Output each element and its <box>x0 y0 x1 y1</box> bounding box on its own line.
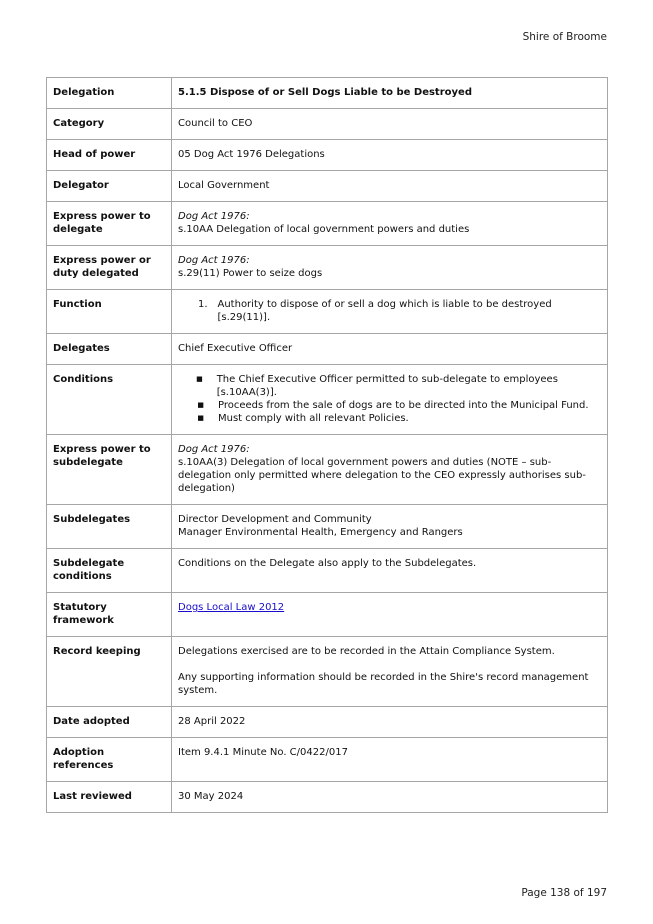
subdelegate-conditions-value: Conditions on the Delegate also apply to the Subdelegates. <box>172 549 608 593</box>
date-adopted-value: 28 April 2022 <box>172 707 608 738</box>
subdelegate-name: Director Development and Community <box>178 514 372 525</box>
table-row-category <box>47 109 608 140</box>
table-row-head-of-power <box>47 140 608 171</box>
function-list <box>178 298 601 324</box>
table-row-statutory-framework <box>47 593 608 637</box>
conditions-cell <box>172 365 608 435</box>
list-item <box>178 298 601 324</box>
square-bullet-icon: ■ <box>197 414 204 422</box>
record-keeping-paragraph: Delegations exercised are to be recorded in the Attain Compliance System. <box>178 646 555 657</box>
express-power-duty-cell <box>172 246 608 290</box>
row-label: Head of power <box>47 140 172 171</box>
page-header-organisation: Shire of Broome <box>522 31 607 43</box>
express-power-delegate-cell <box>172 202 608 246</box>
list-item <box>178 399 601 412</box>
list-number: 1. <box>197 299 208 310</box>
last-reviewed-value: 30 May 2024 <box>172 782 608 813</box>
row-label: Delegation <box>47 78 172 109</box>
act-name: Dog Act 1976: <box>178 211 250 222</box>
adoption-references-value: Item 9.4.1 Minute No. C/0422/017 <box>172 738 608 782</box>
square-bullet-icon: ■ <box>196 375 203 383</box>
table-row-express-power-delegate <box>47 202 608 246</box>
table-row-express-power-subdelegate <box>47 435 608 505</box>
row-label: Conditions <box>47 365 172 435</box>
row-label: Category <box>47 109 172 140</box>
delegator-value: Local Government <box>172 171 608 202</box>
head-of-power-value: 05 Dog Act 1976 Delegations <box>172 140 608 171</box>
row-label: Function <box>47 290 172 334</box>
delegation-title: 5.1.5 Dispose of or Sell Dogs Liable to be Destroyed <box>172 78 608 109</box>
table-row-delegation <box>47 78 608 109</box>
category-value: Council to CEO <box>172 109 608 140</box>
list-item <box>178 373 601 399</box>
row-label: Subdelegates <box>47 505 172 549</box>
section-text: s.10AA Delegation of local government powers and duties <box>178 224 470 235</box>
delegation-table <box>46 77 608 813</box>
section-text: s.10AA(3) Delegation of local government powers and duties (NOTE – sub-delegation only permitted where delegation to the CEO expressly authorises sub-delegation) <box>178 457 586 494</box>
row-label: Delegates <box>47 334 172 365</box>
table-row-subdelegates <box>47 505 608 549</box>
subdelegate-name: Manager Environmental Health, Emergency and Rangers <box>178 527 463 538</box>
table-row-adoption-references <box>47 738 608 782</box>
table-row-delegates <box>47 334 608 365</box>
row-label: Subdelegate conditions <box>47 549 172 593</box>
table-row-conditions <box>47 365 608 435</box>
act-name: Dog Act 1976: <box>178 255 250 266</box>
dogs-local-law-link[interactable]: Dogs Local Law 2012 <box>178 602 285 613</box>
list-text: Must comply with all relevant Policies. <box>218 413 409 424</box>
row-label: Last reviewed <box>47 782 172 813</box>
conditions-list <box>178 373 601 425</box>
row-label: Statutory framework <box>47 593 172 637</box>
function-cell <box>172 290 608 334</box>
table-row-delegator <box>47 171 608 202</box>
section-text: s.29(11) Power to seize dogs <box>178 268 323 279</box>
row-label: Express power to delegate <box>47 202 172 246</box>
list-text: Authority to dispose of or sell a dog which is liable to be destroyed [s.29(11)]. <box>217 299 552 323</box>
page-number: Page 138 of 197 <box>521 887 607 899</box>
row-label: Express power to subdelegate <box>47 435 172 505</box>
row-label: Date adopted <box>47 707 172 738</box>
square-bullet-icon: ■ <box>197 401 204 409</box>
table-row-date-adopted <box>47 707 608 738</box>
list-item <box>178 412 601 425</box>
list-text: The Chief Executive Officer permitted to sub-delegate to employees [s.10AA(3)]. <box>216 374 558 398</box>
delegates-value: Chief Executive Officer <box>172 334 608 365</box>
table-row-subdelegate-conditions <box>47 549 608 593</box>
express-power-subdelegate-cell <box>172 435 608 505</box>
table-row-express-power-duty <box>47 246 608 290</box>
record-keeping-paragraph: Any supporting information should be recorded in the Shire's record management system. <box>178 672 589 696</box>
table-row-function <box>47 290 608 334</box>
subdelegates-cell <box>172 505 608 549</box>
table-row-record-keeping <box>47 637 608 707</box>
paragraph-spacer <box>178 658 601 671</box>
act-name: Dog Act 1976: <box>178 444 250 455</box>
row-label: Delegator <box>47 171 172 202</box>
table-row-last-reviewed <box>47 782 608 813</box>
list-text: Proceeds from the sale of dogs are to be directed into the Municipal Fund. <box>218 400 589 411</box>
row-label: Record keeping <box>47 637 172 707</box>
record-keeping-cell <box>172 637 608 707</box>
row-label: Express power or duty delegated <box>47 246 172 290</box>
statutory-framework-cell <box>172 593 608 637</box>
row-label: Adoption references <box>47 738 172 782</box>
